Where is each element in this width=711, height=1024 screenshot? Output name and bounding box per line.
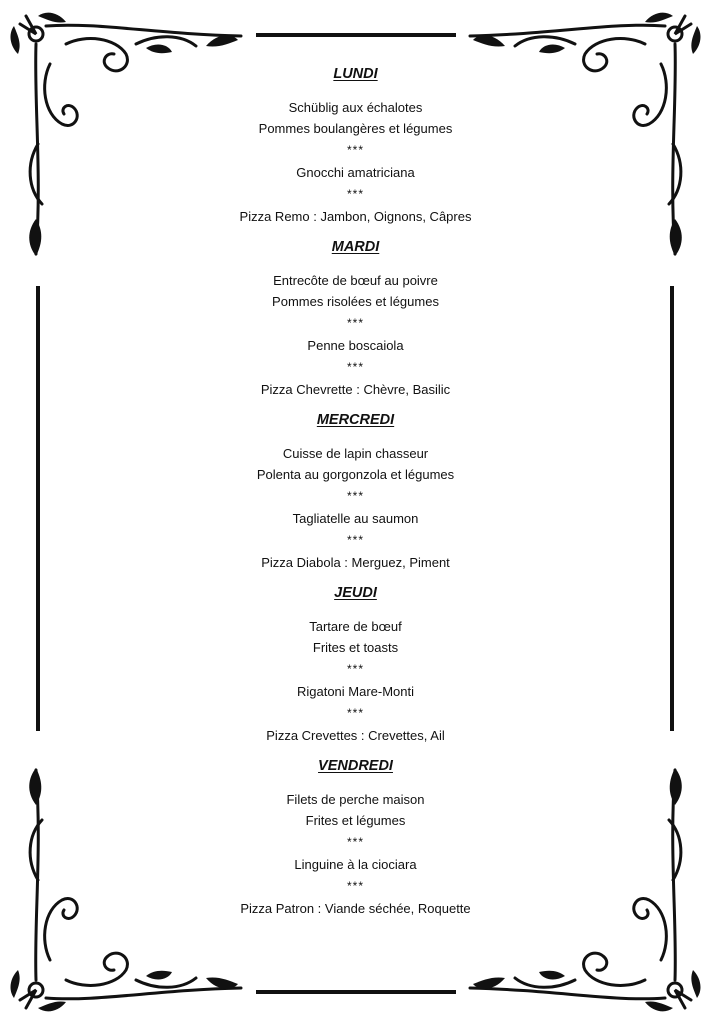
side-dish: Frites et toasts xyxy=(312,640,399,655)
separator: *** xyxy=(346,706,364,720)
separator: *** xyxy=(346,533,364,547)
day-thursday xyxy=(150,583,561,746)
day-friday xyxy=(150,756,561,919)
pizza-dish: Pizza Crevettes : Crevettes, Ail xyxy=(266,728,445,743)
main-dish: Filets de perche maison xyxy=(286,792,425,807)
day-title: MARDI xyxy=(331,239,380,255)
separator: *** xyxy=(346,360,364,374)
separator: *** xyxy=(346,662,364,676)
separator: *** xyxy=(346,316,364,330)
bottom-border-line xyxy=(256,990,456,994)
side-dish: Frites et légumes xyxy=(305,813,406,828)
side-dish: Pommes boulangères et légumes xyxy=(258,121,453,136)
right-border-line xyxy=(670,286,674,731)
pasta-dish: Rigatoni Mare-Monti xyxy=(296,684,415,699)
day-title: LUNDI xyxy=(333,66,378,82)
day-wednesday xyxy=(150,410,561,573)
main-dish: Schüblig aux échalotes xyxy=(288,100,423,115)
main-dish: Entrecôte de bœuf au poivre xyxy=(273,273,438,288)
separator: *** xyxy=(346,489,364,503)
separator: *** xyxy=(346,187,364,201)
separator: *** xyxy=(346,879,364,893)
main-dish: Tartare de bœuf xyxy=(309,619,402,634)
pasta-dish: Tagliatelle au saumon xyxy=(292,511,419,526)
left-border-line xyxy=(36,286,40,731)
pizza-dish: Pizza Patron : Viande séchée, Roquette xyxy=(240,901,471,916)
main-dish: Cuisse de lapin chasseur xyxy=(282,446,429,461)
pizza-dish: Pizza Chevrette : Chèvre, Basilic xyxy=(260,382,451,397)
day-title: VENDREDI xyxy=(318,758,393,774)
pizza-dish: Pizza Diabola : Merguez, Piment xyxy=(261,555,450,570)
pasta-dish: Linguine à la ciociara xyxy=(294,857,417,872)
pasta-dish: Gnocchi amatriciana xyxy=(296,165,415,180)
top-border-line xyxy=(256,33,456,37)
day-tuesday xyxy=(150,237,561,400)
side-dish: Pommes risolées et légumes xyxy=(272,294,439,309)
side-dish: Polenta au gorgonzola et légumes xyxy=(256,467,455,482)
separator: *** xyxy=(346,143,364,157)
day-title: MERCREDI xyxy=(316,412,395,428)
separator: *** xyxy=(346,835,364,849)
pizza-dish: Pizza Remo : Jambon, Oignons, Câpres xyxy=(239,209,472,224)
weekly-menu xyxy=(150,64,561,919)
pasta-dish: Penne boscaiola xyxy=(307,338,404,353)
day-title: JEUDI xyxy=(334,585,377,601)
day-monday xyxy=(150,64,561,227)
